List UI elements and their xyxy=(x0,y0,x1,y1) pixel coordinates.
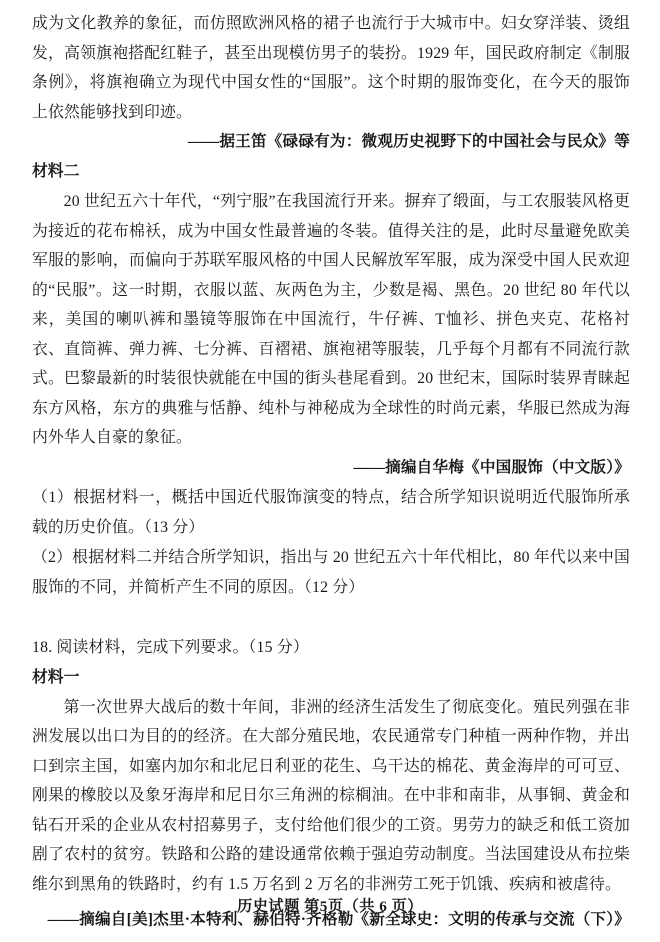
page-footer: 历史试题 第5页（共 6 页） xyxy=(237,898,423,915)
question-17-part-2: （2）根据材料二并结合所学知识，指出与 20 世纪五六十年代相比，80 年代以来中国服饰的不同，并简析产生不同的原因。（12 分） xyxy=(32,548,630,596)
q17-material-one-continuation-text: 成为文化教养的象征，而仿照欧洲风格的裙子也流行于大城市中。妇女穿洋装、烫组发，高领旗袍搭配红鞋子，甚至出现模仿男子的装扮。1929 年，国民政府制定《制服条例》，将旗袍确立为现代中国女性的“国服”。这个时期的服饰变化，在今天的服饰上依然能够找到印迹。 xyxy=(32,15,630,121)
material-one-label: 材料一 xyxy=(32,668,80,686)
material-two-label: 材料二 xyxy=(32,163,80,180)
question-18-heading: 18. 阅读材料，完成下列要求。（15 分） xyxy=(32,638,309,656)
q18-material-one-text: 第一次世界大战后的数十年间，非洲的经济生活发生了彻底变化。殖民列强在非洲发展以出口为目的的经济。在大部分殖民地，农民通常专门种植一两种作物，并出口到宗主国，如塞内加尔和北尼日利亚的花生、乌干达的棉花、黄金海岸的可可豆、刚果的橡胶以及象牙海岸和尼日尔三角洲的棕榈油。在中非和南非，从事铜、黄金和钻石开采的企业从农村招募男子，支付给他们很少的工资。男劳力的缺乏和低工资加剧了农村的贫穷。铁路和公路的建设通常依赖于强迫劳动制度。当法国建设从布拉柴维尔到黑角的铁路时，约有 1.5 万名到 2 万名的非洲劳工死于饥饿、疾病和被虐待。 xyxy=(32,698,630,893)
q17-material-one-source: ——据王笛《碌碌有为：微观历史视野下的中国社会与民众》等 xyxy=(187,133,630,150)
q18-material-one-source: ——摘编自[美]杰里·本特利、赫伯特·齐格勒《新全球史：文明的传承与交流（下）》 xyxy=(47,911,630,928)
q17-material-two-source: ——摘编自华梅《中国服饰（中文版）》 xyxy=(353,458,630,476)
question-17-part-1: （1）根据材料一，概括中国近代服饰演变的特点，结合所学知识说明近代服饰所承载的历史价值。（13 分） xyxy=(32,488,630,536)
q17-material-two-text: 20 世纪五六十年代，“列宁服”在我国流行开来。摒弃了缎面，与工农服装风格更为接近的花布棉袄，成为中国女性最普遍的冬装。值得关注的是，此时尽量避免欧美军服的影响，而偏向于苏联军服风格的中国人民解放军军服，成为深受中国人民欢迎的“民服”。这一时期，衣服以蓝、灰两色为主，少数是褐、黑色。20 世纪 80 年代以来，美国的喇叭裤和墨镜等服饰在中国流行，牛仔裤、T恤衫、拼色夹克、花格衬衣、直筒裤、弹力裤、七分裤、百褶裙、旗袍裙等服装，几乎每个月都有不同流行款式。巴黎最新的时装很快就能在中国的街头巷尾看到。20 世纪末，国际时装界青睐起东方风格，东方的典雅与恬静、纯朴与神秘成为全球性的时尚元素，华服已然成为海内外华人自豪的象征。 xyxy=(32,193,630,446)
